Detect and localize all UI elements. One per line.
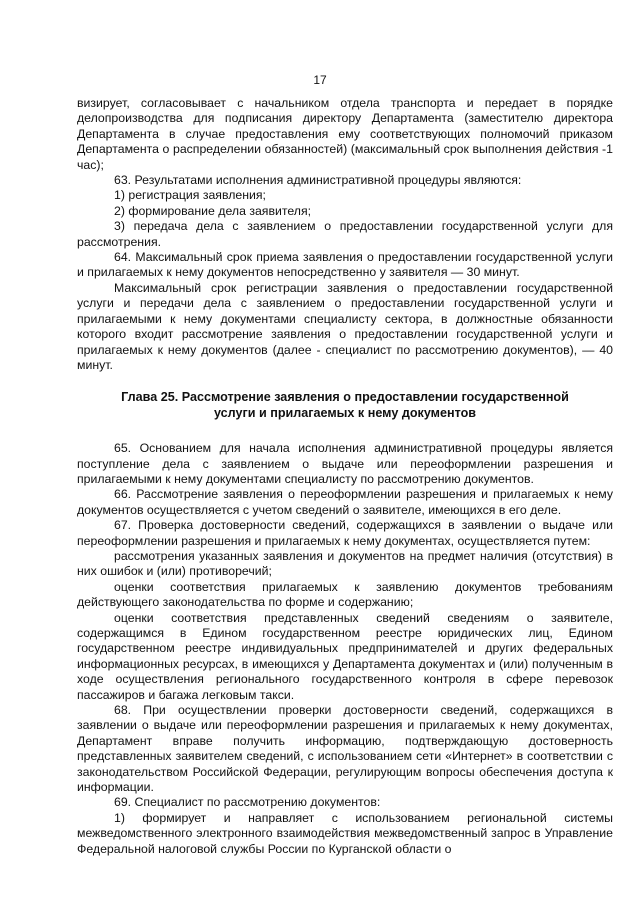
paragraph: 1) формирует и направляет с использованием региональной системы межведомственного электронного взаимодействия межведомственный запрос в Управление Федеральной налоговой службы России по Курганской области о [77, 810, 613, 856]
paragraph: 67. Проверка достоверности сведений, содержащихся в заявлении о выдаче или переоформлении разрешения и прилагаемых к нему документах, осуществляется путем: [77, 518, 613, 548]
paragraph: рассмотрения указанных заявления и документов на предмет наличия (отсутствия) в них ошибок и (или) противоречий; [77, 548, 613, 579]
chapter-heading [77, 390, 613, 421]
paragraph: 65. Основанием для начала исполнения административной процедуры является поступление дела с заявлением о выдаче или переоформлении разрешения и прилагаемыми к нему документами специалисту по рассмотрению документов. [77, 441, 613, 486]
paragraph: 1) регистрация заявления; [114, 188, 266, 203]
paragraph: 68. При осуществлении проверки достоверности сведений, содержащихся в заявлении о выдаче или переоформлении разрешения и прилагаемых к нему документах, Департамент вправе получить информацию, подтверждающую достоверность представленных заявителем сведений, с использованием сети «Интернет» в соответствии с законодательством Российской Федерации, регулирующим вопросы обеспечения доступа к информации. [77, 703, 613, 795]
paragraph: оценки соответствия прилагаемых к заявлению документов требованиям действующего законодательства по форме и содержанию; [77, 579, 613, 610]
paragraph: Максимальный срок регистрации заявления о предоставлении государственной услуги и передачи дела с заявлением о предоставлении государственной услуги и прилагаемыми к нему документами специалисту сектора, в должностные обязанности которого входит рассмотрение заявления о предоставлении государственной услуги и прилагаемых к нему документов (далее - специалист по рассмотрению документов), — 40 минут. [77, 280, 613, 372]
paragraph: 63. Результатами исполнения административной процедуры являются: [114, 173, 522, 188]
paragraph: 2) формирование дела заявителя; [114, 203, 312, 218]
section-after-heading [77, 441, 613, 857]
chapter-heading-line-1: Глава 25. Рассмотрение заявления о предоставлении государственной [121, 390, 569, 405]
paragraph: 66. Рассмотрение заявления о переоформлении разрешения и прилагаемых к нему документов осуществляется с учетом сведений о заявителе, имеющихся в его деле. [77, 487, 613, 517]
document-body [77, 96, 613, 857]
paragraph: 3) передача дела с заявлением о предоставлении государственной услуги для рассмотрения. [77, 219, 613, 249]
page-number: 17 [313, 73, 327, 87]
paragraph: оценки соответствия представленных сведений сведениям о заявителе, содержащимся в Едином государственном реестре юридических лиц, Едином государственном реестре индивидуальных предпринимателей и других федеральных информационных ресурсах, в имеющихся у Департамента документах и (или) полученным в ходе осуществления регионального государственного контроля в сфере перевозок пассажиров и багажа легковым такси. [77, 610, 613, 702]
chapter-heading-line-2: услуги и прилагаемых к нему документов [213, 405, 477, 420]
paragraph: визирует, согласовывает с начальником отдела транспорта и передает в порядке делопроизводства для подписания директору Департамента (заместителю директора Департамента в случае предоставления ему соответствующих полномочий приказом Департамента о распределении обязанностей) (максимальный срок выполнения действия -1 час); [77, 96, 613, 172]
paragraph: 64. Максимальный срок приема заявления о предоставлении государственной услуги и прилагаемых к нему документов непосредственно у заявителя — 30 минут. [77, 250, 613, 280]
section-before-heading [77, 96, 613, 373]
paragraph: 69. Специалист по рассмотрению документов: [114, 795, 381, 810]
